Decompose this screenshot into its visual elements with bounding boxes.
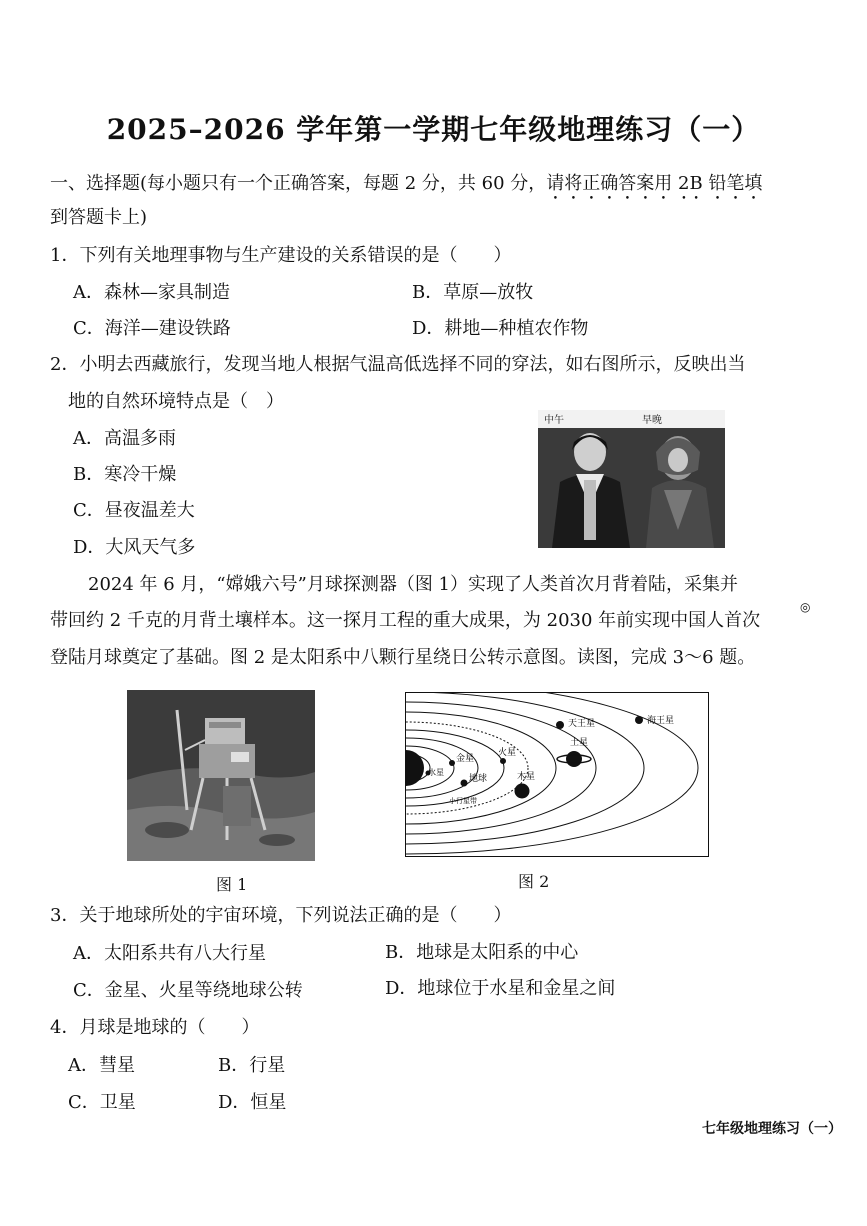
q1-option-d: D．耕地—种植农作物 [412, 318, 589, 339]
q1-option-b: B．草原—放牧 [412, 282, 534, 303]
passage-line1: 2024 年 6 月，“嫦娥六号”月球探测器（图 1）实现了人类首次月背着陆，采集并 [88, 574, 739, 595]
neptune-icon [635, 716, 643, 724]
q2-option-d: D．大风天气多 [73, 537, 196, 558]
section-instruction [50, 172, 762, 204]
page-footer: 七年级地理练习（一） [702, 1121, 842, 1137]
label-uranus: 天王星 [568, 719, 596, 729]
photo-label-left: 中午 [544, 415, 564, 426]
label-neptune: 海王星 [647, 716, 675, 726]
label-mars: 火星 [498, 748, 517, 758]
q2-option-a: A．高温多雨 [73, 428, 176, 449]
tibet-clothing-illustration [538, 410, 725, 548]
label-asteroid-belt: 小行星带 [449, 797, 477, 805]
q2-stem-line1: 2．小明去西藏旅行，发现当地人根据气温高低选择不同的穿法，如右图所示，反映出当 [50, 354, 746, 375]
q2-stem-line2: 地的自然环境特点是（ ） [68, 391, 284, 412]
passage-line2: 带回约 2 千克的月背土壤样本。这一探月工程的重大成果，为 2030 年前实现中国人首次 [50, 610, 761, 631]
page-title: 2025–2026 学年第一学期七年级地理练习（一） [106, 113, 761, 146]
instruction-part-c: 到答题卡上) [50, 207, 148, 228]
q3-option-d: D．地球位于水星和金星之间 [385, 978, 616, 999]
label-saturn: 土星 [570, 738, 589, 748]
q2-option-c: C．昼夜温差大 [73, 500, 195, 521]
q1-stem: 1．下列有关地理事物与生产建设的关系错误的是（ ） [50, 245, 512, 266]
photo-label-right: 早晚 [642, 415, 662, 426]
q4-stem: 4．月球是地球的（ ） [50, 1017, 260, 1038]
instruction-part-a: 一、选择题(每小题只有一个正确答案，每题 2 分，共 60 分， [50, 173, 547, 194]
q3-option-c: C．金星、火星等绕地球公转 [73, 980, 303, 1001]
figure2-caption: 图 2 [518, 872, 550, 891]
figure1-lunar-probe-photo [127, 690, 315, 861]
label-earth: 地球 [469, 774, 488, 784]
q2-option-b: B．寒冷干燥 [73, 464, 177, 485]
q4-option-d: D．恒星 [218, 1092, 287, 1113]
q4-option-c: C．卫星 [68, 1092, 136, 1113]
lunar-probe-illustration [127, 690, 315, 861]
q1-option-c: C．海洋—建设铁路 [73, 318, 231, 339]
sun-icon [406, 750, 424, 786]
saturn-icon [566, 751, 582, 767]
solar-system-svg [406, 693, 708, 856]
q4-option-a: A．彗星 [68, 1055, 135, 1076]
instruction-part-b: 请将正确答案用 2B 铅笔填 [546, 173, 763, 194]
venus-icon [449, 760, 455, 766]
mars-icon [500, 758, 506, 764]
q4-option-b: B．行星 [218, 1055, 286, 1076]
label-jupiter: 木星 [517, 772, 536, 782]
label-mercury: 水星 [428, 768, 444, 777]
jupiter-icon [515, 784, 530, 799]
figure1-caption: 图 1 [216, 875, 248, 894]
earth-icon [461, 780, 468, 787]
figure2-solar-system-diagram [405, 692, 709, 857]
q3-option-a: A．太阳系共有八大行星 [73, 943, 266, 964]
q3-stem: 3．关于地球所处的宇宙环境，下列说法正确的是（ ） [50, 905, 512, 926]
label-venus: 金星 [456, 754, 475, 764]
q3-option-b: B．地球是太阳系的中心 [385, 942, 579, 963]
tibet-clothing-photo [538, 410, 725, 548]
stray-mark: ◎ [800, 600, 811, 614]
passage-line3: 登陆月球奠定了基础。图 2 是太阳系中八颗行星绕日公转示意图。读图，完成 3～6 题。 [50, 647, 756, 668]
uranus-icon [556, 721, 564, 729]
q1-option-a: A．森林—家具制造 [73, 282, 230, 303]
